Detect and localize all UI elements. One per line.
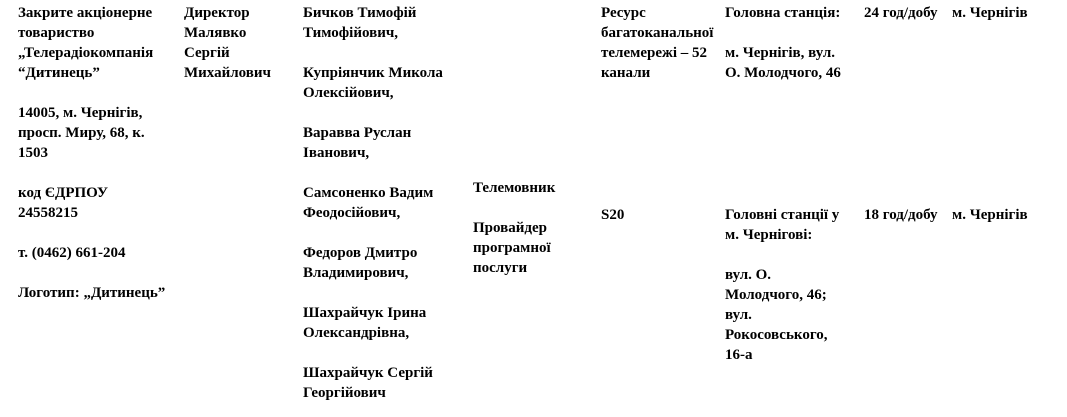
station-title: Головні станції у м. Чернігові: [725, 207, 840, 243]
row-1-station [725, 3, 860, 83]
territory-text: м. Чернігів [952, 207, 1028, 223]
row-1-hours [864, 3, 949, 23]
company-edrpou: код ЄДРПОУ 24558215 [18, 185, 109, 221]
station-title: Головна станція: [725, 5, 841, 21]
director-name: Директор Малявко Сергій Михайлович [184, 5, 271, 81]
activity-cell [473, 178, 593, 278]
company-cell [18, 3, 178, 303]
company-logo: Логотип: „Дитинець” [18, 285, 166, 301]
row-1-resource [601, 3, 726, 83]
founder-item: Шахрайчук Сергій Георгійович [303, 365, 433, 401]
founders-cell [303, 3, 463, 403]
founder-item: Шахрайчук Ірина Олександрівна, [303, 305, 427, 341]
resource-text: S20 [601, 207, 625, 223]
station-address: вул. О. Молодчого, 46; вул. Рокосовського, 16-а [725, 267, 828, 363]
activity-provider: Провайдер програмної послуги [473, 220, 551, 276]
hours-text: 18 год/добу [864, 207, 938, 223]
territory-text: м. Чернігів [952, 5, 1028, 21]
row-2-territory [952, 205, 1062, 225]
founder-item: Самсоненко Вадим Феодосійович, [303, 185, 434, 221]
founder-item: Бичков Тимофій Тимофійович, [303, 5, 417, 41]
row-1-territory [952, 3, 1062, 23]
founder-item: Варавва Руслан Іванович, [303, 125, 412, 161]
row-2-hours [864, 205, 949, 225]
founder-item: Купріянчик Микола Олексійович, [303, 65, 443, 101]
founder-item: Федоров Дмитро Владимирович, [303, 245, 418, 281]
row-2-station [725, 205, 860, 365]
row-2-resource [601, 205, 726, 225]
company-phone: т. (0462) 661-204 [18, 245, 126, 261]
company-address: 14005, м. Чернігів, просп. Миру, 68, к. 1503 [18, 105, 145, 161]
director-cell [184, 3, 294, 83]
station-address: м. Чернігів, вул. О. Молодчого, 46 [725, 45, 841, 81]
hours-text: 24 год/добу [864, 5, 938, 21]
resource-text: Ресурс багатоканальної телемережі – 52 канали [601, 5, 714, 81]
company-name: Закрите акціонерне товариство „Телерадіокомпанія “Дитинець” [18, 5, 154, 81]
activity-broadcaster: Телемовник [473, 180, 556, 196]
